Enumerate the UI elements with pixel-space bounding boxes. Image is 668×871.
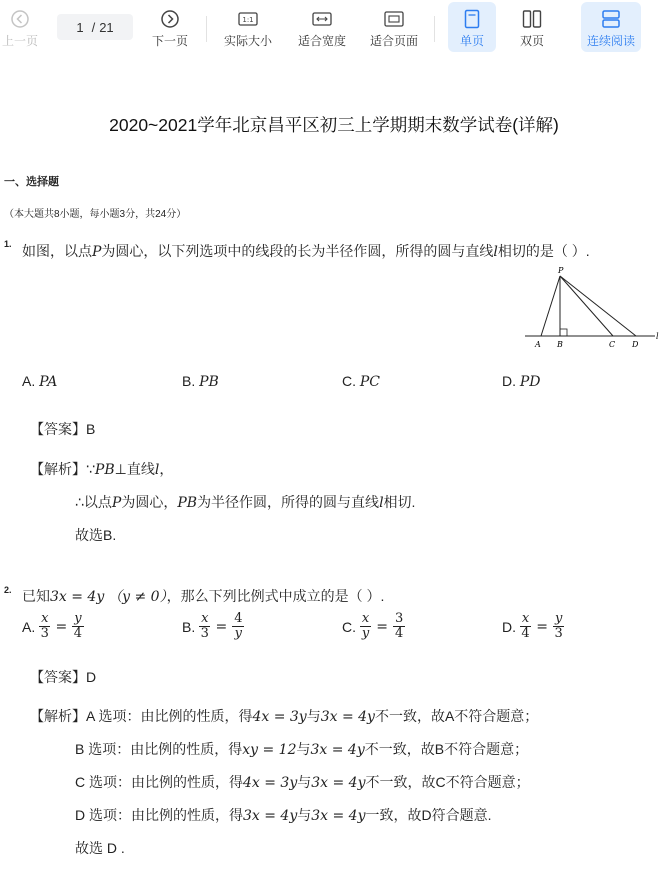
label-a: A (535, 340, 541, 349)
explanation-line (75, 772, 530, 792)
math-expression: 3x = 4y (320, 709, 375, 725)
exp-text: ， (159, 461, 174, 477)
math-var: P (92, 244, 102, 260)
explanation-line (75, 739, 528, 759)
answer-line (30, 667, 96, 687)
option-value: PC (359, 374, 381, 390)
answer-value: D (86, 669, 97, 685)
explanation-line (75, 805, 492, 825)
exp-text: 不一致，故C不符合题意； (365, 774, 530, 790)
fraction (39, 612, 50, 641)
numerator: 3 (394, 611, 404, 626)
fraction (553, 612, 564, 641)
stem-text: 为圆心，以下列选项中的线段的长为半径作圆，所得的圆与直线 (101, 243, 494, 259)
explanation-line (30, 706, 538, 726)
toolbar (0, 0, 668, 56)
numerator: x (41, 611, 49, 626)
explanation-conclusion: 故选B. (75, 527, 117, 543)
fit-width-icon (312, 8, 332, 30)
exp-text: 与 (296, 741, 311, 757)
label-d: D (632, 340, 639, 349)
numerator: 4 (234, 611, 243, 626)
option-value: PD (519, 374, 541, 390)
option-key: C. (342, 373, 356, 389)
fraction (72, 612, 83, 641)
explanation-label: 【解析】 (30, 708, 86, 724)
option-b[interactable] (182, 373, 219, 390)
exp-text: 与 (297, 774, 312, 790)
segment-pd (560, 276, 636, 336)
equals-sign: = (536, 618, 548, 635)
chevron-right-circle-icon (160, 8, 180, 30)
page-separator: / (91, 19, 96, 35)
numerator: x (521, 611, 530, 626)
exp-text: ∴以点 (75, 494, 112, 510)
document-title: 2020~2021学年北京昌平区初三上学期期末数学试卷(详解) (109, 115, 559, 135)
option-key: B. (182, 618, 196, 635)
page-indicator[interactable] (57, 14, 133, 40)
double-page-icon (522, 8, 542, 30)
math-var: l (154, 462, 160, 478)
numerator: y (74, 611, 82, 626)
denominator: 3 (40, 626, 49, 641)
option-b[interactable] (182, 612, 244, 641)
actual-size-label: 实际大小 (223, 34, 272, 48)
fraction (232, 612, 244, 641)
next-page-button[interactable] (146, 0, 194, 56)
option-key: A. (22, 618, 36, 635)
option-key: D. (502, 373, 516, 389)
prev-page-button[interactable] (0, 0, 40, 56)
section-note: （本大题共8小题，每小题3分，共24分） (4, 209, 187, 220)
exp-text: B 选项：由比例的性质，得 (75, 741, 243, 757)
stem-text: ，那么下列比例式中成立的是（ ）. (166, 588, 385, 604)
denominator: y (234, 626, 243, 641)
explanation-conclusion: 故选 D . (75, 840, 125, 856)
current-page-number[interactable]: 1 (76, 19, 84, 35)
denominator: 4 (394, 626, 404, 641)
stem-text: 已知 (22, 588, 50, 604)
math-var: l (493, 244, 498, 260)
math-expression: 3x = 4y (311, 808, 366, 824)
exp-text: ∵ (86, 461, 95, 477)
numerator: y (554, 611, 563, 626)
geometry-figure (525, 262, 665, 352)
svg-text:1:1: 1:1 (242, 16, 254, 24)
toolbar-divider (434, 16, 435, 42)
denominator: 4 (521, 626, 530, 641)
explanation-line (75, 492, 415, 512)
exp-text: C 选项：由比例的性质，得 (75, 774, 243, 790)
equals-sign: = (376, 618, 388, 635)
single-page-label: 单页 (459, 34, 484, 48)
fit-width-label: 适合宽度 (297, 34, 346, 48)
toolbar-divider (206, 16, 207, 42)
fraction (393, 612, 405, 641)
math-expression: 3x = 4y (310, 742, 365, 758)
continuous-reading-icon (601, 8, 621, 30)
exp-text: ⊥直线 (114, 461, 155, 477)
label-c: C (609, 340, 616, 349)
exp-text: 为半径作圆，所得的圆与直线 (197, 494, 380, 510)
math-var: l (379, 495, 384, 511)
denominator: 3 (554, 626, 563, 641)
single-page-icon (464, 8, 480, 30)
option-key: C. (342, 618, 356, 635)
exp-text: 相切. (383, 494, 416, 510)
answer-label: 【答案】 (30, 669, 86, 685)
actual-size-button[interactable] (220, 0, 276, 56)
numerator: x (361, 611, 370, 626)
answer-value: B (86, 421, 96, 437)
exp-text: D 选项：由比例的性质，得 (75, 807, 243, 823)
math-expression: 4x = 3y (243, 775, 298, 791)
fit-page-button[interactable] (366, 0, 422, 56)
explanation-line (30, 459, 173, 479)
option-d[interactable] (502, 612, 564, 641)
option-c[interactable] (342, 373, 380, 390)
fit-page-label: 适合页面 (369, 34, 418, 48)
exp-text: 不一致，故A不符合题意； (374, 708, 539, 724)
denominator: 3 (200, 626, 209, 641)
question-2-stem (22, 586, 384, 606)
continuous-reading-label: 连续阅读 (586, 34, 635, 48)
question-number: 1. (4, 239, 12, 249)
denominator: y (361, 626, 370, 641)
option-d[interactable] (502, 373, 541, 390)
math-var: P (111, 495, 122, 511)
math-expression: （y ≠ 0） (108, 589, 167, 605)
question-1-stem (22, 241, 590, 261)
label-l: l (656, 332, 659, 341)
option-key: A. (22, 373, 36, 389)
exp-text: 一致，故D符合题意. (365, 807, 492, 823)
single-page-button[interactable] (448, 2, 496, 52)
answer-label: 【答案】 (30, 421, 86, 437)
option-value: PB (199, 374, 219, 390)
prev-page-label: 上一页 (1, 34, 38, 48)
segment-pa (541, 276, 560, 336)
exp-text: 与 (297, 807, 312, 823)
option-c[interactable] (342, 612, 405, 641)
chevron-left-circle-icon (10, 8, 30, 30)
stem-text: 相切的是（ ）. (497, 243, 590, 259)
fraction (520, 612, 531, 641)
option-a[interactable] (22, 373, 57, 390)
math-expression: 4x = 3y (252, 709, 307, 725)
section-heading: 一、选择题 (4, 176, 59, 188)
explanation-label: 【解析】 (30, 461, 86, 477)
exp-text: 为圆心， (121, 494, 178, 510)
math-var: PB (177, 495, 198, 511)
actual-size-icon (238, 8, 258, 30)
option-key: B. (182, 373, 196, 389)
math-expression: xy = 12 (242, 742, 297, 758)
math-expression: 3x = 4y (50, 589, 105, 605)
fit-width-button[interactable] (294, 0, 350, 56)
stem-text: 如图，以点 (22, 243, 92, 259)
answer-line (30, 419, 95, 439)
exp-text: 与 (306, 708, 321, 724)
denominator: 4 (73, 626, 83, 641)
numerator: x (201, 611, 209, 626)
fraction (199, 612, 210, 641)
segment-pc (560, 276, 613, 336)
right-angle-mark (560, 329, 567, 336)
double-page-label: 双页 (519, 34, 544, 48)
math-expression: 3x = 4y (311, 775, 366, 791)
question-number: 2. (4, 585, 12, 595)
label-p: P (558, 266, 564, 275)
total-page-number: 21 (99, 19, 114, 35)
fit-page-icon (384, 8, 404, 30)
equals-sign: = (215, 618, 228, 635)
math-var: PB (94, 462, 115, 478)
option-a[interactable] (22, 612, 84, 641)
math-expression: 3x = 4y (243, 808, 298, 824)
equals-sign: = (55, 618, 68, 635)
label-b: B (557, 340, 563, 349)
option-key: D. (502, 618, 516, 635)
exp-text: A 选项：由比例的性质，得 (86, 708, 253, 724)
exp-text: 不一致，故B不符合题意； (364, 741, 529, 757)
option-value: PA (39, 374, 58, 390)
fraction (360, 612, 371, 641)
continuous-reading-button[interactable] (581, 2, 641, 52)
next-page-label: 下一页 (151, 34, 188, 48)
double-page-button[interactable] (510, 0, 554, 56)
